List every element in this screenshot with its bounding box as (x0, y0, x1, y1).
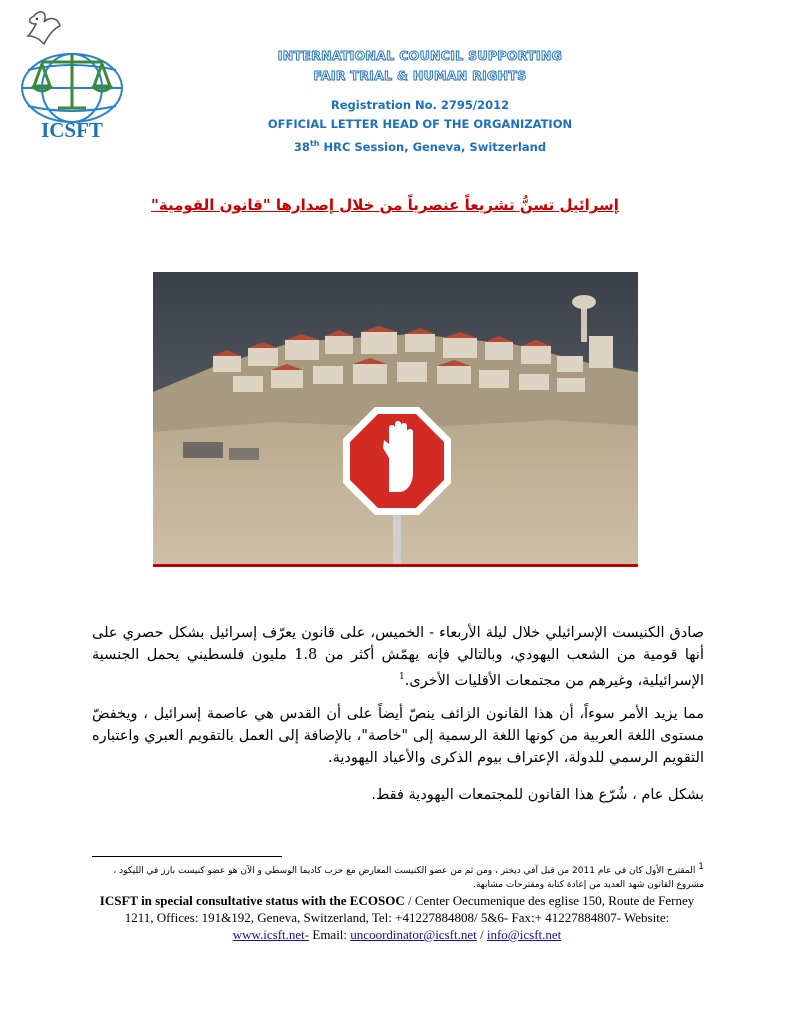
org-name-line1: INTERNATIONAL COUNCIL SUPPORTING (277, 48, 563, 63)
email-link-info[interactable]: info@icsft.net (486, 927, 562, 942)
paragraph-2: مما يزيد الأمر سوءاً، أن هذا القانون الزائف ينصّ أيضاً على أن القدس هي عاصمة إسرائيل ، ويخفضّ مستوى اللغة العربية من كونها اللغة الرسمية إلى "خاصة"، بالإضافة إلى العمل بالتقويم العبري واعتباره التقويم الرسمي للدولة، الإعتراف بيوم الذكرى والأعياد اليهودية. (92, 706, 704, 766)
registration-number: Registration No. 2795/2012 (330, 98, 510, 112)
paragraph-3: بشكل عام ، شُرّع هذا القانون للمجتمعات اليهودية فقط. (371, 787, 704, 803)
page-footer (86, 892, 708, 943)
footer-separator: / (476, 927, 487, 942)
dove-icon (28, 12, 60, 44)
footnote-text: المقترح الأول كان في عام 2011 من قبل آفي ديختر ، ومن ثم من عضو الكنيست المعارض مع حزب كاديما الوسطي و الآن هو عضو كنيست بارز في الليكود ، مشروع القانون شهد العديد من إعادة كتابة ومقترحات مشابهة. (113, 866, 704, 890)
photo-divider (153, 564, 638, 567)
org-name-line2: FAIR TRIAL & HUMAN RIGHTS (313, 68, 527, 83)
footer-status: ICSFT in special consultative status with the ECOSOC (99, 893, 405, 908)
email-link-coordinator[interactable]: uncoordinator@icsft.net (350, 927, 477, 942)
logo-wordmark: ICSFT (41, 118, 103, 142)
footnote-separator (92, 856, 282, 857)
session-text: HRC Session, Geneva, Switzerland (319, 139, 547, 154)
paragraph-1-text: صادق الكنيست الإسرائيلي خلال ليلة الأربعاء - الخميس، على قانون يعرّف إسرائيل بشكل حصري على أنها قومية من الشعب اليهودي، وبالتالي فإنه يهمّش أكثر من 1.8 مليون فلسطيني يحمل الجنسية الإسرائيلية، وغيرهم من مجتمعات الأقليات الأخرى. (92, 625, 704, 689)
footnote-number: 1 (698, 862, 704, 872)
session-line (200, 134, 640, 157)
paragraph-1 (92, 622, 704, 692)
letterhead (200, 46, 640, 157)
session-ordinal: th (309, 139, 320, 148)
website-link[interactable]: www.icsft.net- (232, 927, 310, 942)
document-title: إسرائيل تسنُّ تشريعاً عنصرياً من خلال إصدارها "قانون القومية" (151, 196, 619, 214)
session-number: 38 (293, 139, 310, 154)
footer-address: / Center Oecumenique des eglise 150, Route de Ferney 1211, Offices: 191&192, Geneva, Switzerland, Tel: +41227884808/ 5&6- Fax:+ 41227884807- Website: (124, 893, 695, 925)
letterhead-label: OFFICIAL LETTER HEAD OF THE ORGANIZATION (267, 117, 573, 131)
footer-email-label: Email: (309, 927, 351, 942)
footnote (92, 860, 704, 892)
article-photo (153, 272, 638, 564)
footnote-ref: 1 (398, 672, 405, 682)
